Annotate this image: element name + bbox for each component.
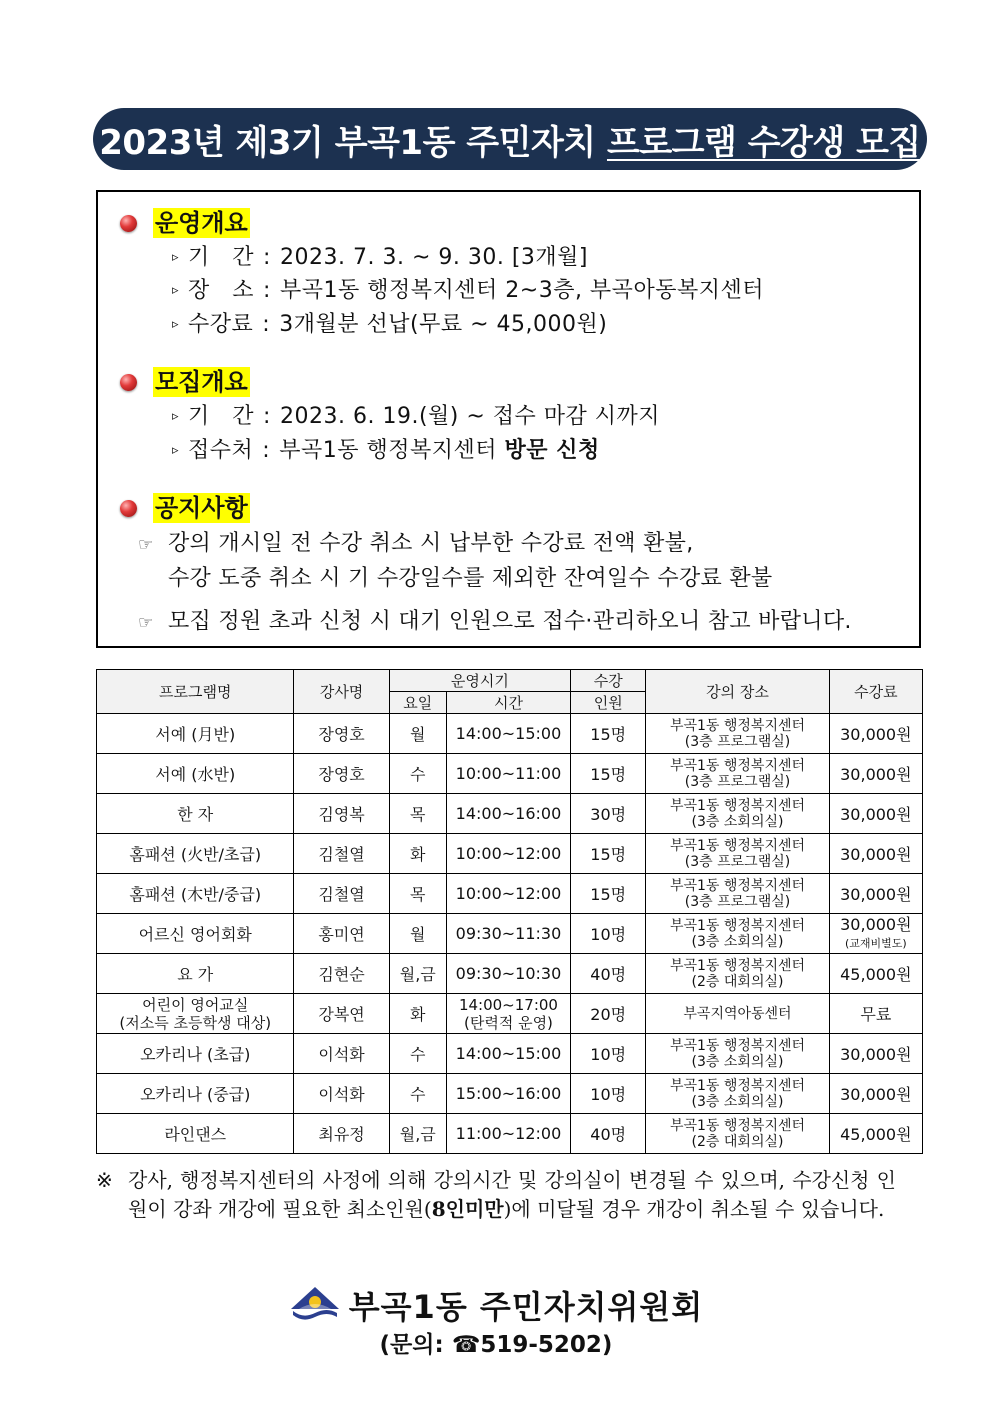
cell-place: 부곡1동 행정복지센터 (3층 프로그램실)	[646, 754, 829, 794]
cell-fee: 30,000원	[829, 794, 922, 834]
section-title: 운영개요	[155, 209, 248, 237]
cell-time: 09:30~11:30	[446, 914, 570, 954]
cell-place: 부곡지역아동센터	[646, 994, 829, 1034]
cell-time: 11:00~12:00	[446, 1114, 570, 1154]
operation-period: ▹ 기 간 : 2023. 7. 3. ~ 9. 30. [3개월]	[172, 245, 589, 270]
cell-program: 오카리나 (초급)	[97, 1034, 294, 1074]
recruit-period: ▹ 기 간 : 2023. 6. 19.(월) ~ 접수 마감 시까지	[172, 404, 661, 429]
cell-fee: 45,000원	[829, 1114, 922, 1154]
cell-instructor: 김현순	[294, 954, 389, 994]
cell-day: 목	[389, 874, 446, 914]
organization	[0, 1282, 992, 1328]
triangle-bullet-icon: ▹	[172, 283, 180, 298]
cell-fee: 무료	[829, 994, 922, 1034]
cell-day: 화	[389, 994, 446, 1034]
cell-fee: 30,000원	[829, 834, 922, 874]
cell-program: 홈패션 (木반/중급)	[97, 874, 294, 914]
cell-fee: 45,000원	[829, 954, 922, 994]
cell-place: 부곡1동 행정복지센터 (3층 소회의실)	[646, 1074, 829, 1114]
cell-time: 14:00~15:00	[446, 1034, 570, 1074]
table-row	[97, 834, 923, 874]
header-capacity-bottom: 인원	[571, 692, 646, 714]
cell-place: 부곡1동 행정복지센터 (3층 프로그램실)	[646, 834, 829, 874]
operation-fee: ▹ 수강료 : 3개월분 선납(무료 ~ 45,000원)	[172, 312, 608, 337]
cell-instructor: 강복연	[294, 994, 389, 1034]
cell-capacity: 15명	[571, 714, 646, 754]
cell-program: 라인댄스	[97, 1114, 294, 1154]
cell-instructor: 김철열	[294, 834, 389, 874]
section-operation-heading	[120, 208, 250, 238]
cell-instructor: 김철열	[294, 874, 389, 914]
cell-program: 어르신 영어회화	[97, 914, 294, 954]
cell-place: 부곡1동 행정복지센터 (3층 프로그램실)	[646, 874, 829, 914]
cell-place: 부곡1동 행정복지센터 (3층 소회의실)	[646, 794, 829, 834]
notice-item-1: ☞ 강의 개시일 전 수강 취소 시 납부한 수강료 전액 환불, 수강 도중 취소 시 기 수강일수를 제외한 잔여일수 수강료 환불	[138, 527, 772, 596]
cell-fee: 30,000원	[829, 714, 922, 754]
program-table	[96, 669, 923, 1154]
cell-capacity: 10명	[571, 1034, 646, 1074]
organization-name: 부곡1동 주민자치위원회	[348, 1288, 704, 1326]
cell-time: 15:00~16:00	[446, 1074, 570, 1114]
cell-time: 14:00~17:00 (탄력적 운영)	[446, 994, 570, 1034]
table-row	[97, 714, 923, 754]
header-program: 프로그램명	[97, 670, 294, 714]
red-bullet-icon	[120, 215, 137, 232]
cell-day: 수	[389, 1034, 446, 1074]
cell-instructor: 장영호	[294, 754, 389, 794]
cell-time: 10:00~11:00	[446, 754, 570, 794]
page-title	[93, 108, 927, 170]
cell-capacity: 40명	[571, 1114, 646, 1154]
cell-place: 부곡1동 행정복지센터 (3층 프로그램실)	[646, 714, 829, 754]
cell-program: 어린이 영어교실 (저소득 초등학생 대상)	[97, 994, 294, 1034]
cell-capacity: 15명	[571, 754, 646, 794]
table-row	[97, 914, 923, 954]
reference-mark: ※	[96, 1168, 113, 1192]
section-title: 공지사항	[155, 494, 248, 522]
cell-program: 한 자	[97, 794, 294, 834]
header-place: 강의 장소	[646, 670, 829, 714]
cell-day: 화	[389, 834, 446, 874]
triangle-bullet-icon: ▹	[172, 317, 180, 332]
table-row	[97, 994, 923, 1034]
info-box	[96, 190, 921, 648]
section-title: 모집개요	[155, 368, 248, 396]
table-row	[97, 1074, 923, 1114]
triangle-bullet-icon: ▹	[172, 443, 180, 458]
title-part1: 2023년 제3기 부곡1동 주민자치	[99, 122, 596, 163]
cell-instructor: 이석화	[294, 1074, 389, 1114]
cell-program: 홈패션 (火반/초급)	[97, 834, 294, 874]
cell-day: 월,금	[389, 954, 446, 994]
cell-capacity: 30명	[571, 794, 646, 834]
cell-fee: 30,000원 (교재비별도)	[829, 914, 922, 954]
cell-capacity: 40명	[571, 954, 646, 994]
committee-logo-icon	[289, 1285, 341, 1325]
notice-item-2: ☞ 모집 정원 초과 신청 시 대기 인원으로 접수·관리하오니 참고 바랍니다.	[138, 605, 852, 640]
cell-capacity: 10명	[571, 1074, 646, 1114]
phone-number: 519-5202)	[480, 1332, 613, 1358]
phone-icon: ☎	[451, 1332, 481, 1358]
table-row	[97, 794, 923, 834]
cell-day: 월	[389, 914, 446, 954]
cell-day: 목	[389, 794, 446, 834]
table-row	[97, 874, 923, 914]
table-row	[97, 754, 923, 794]
table-row	[97, 1034, 923, 1074]
cell-program: 오카리나 (중급)	[97, 1074, 294, 1114]
cell-day: 월,금	[389, 1114, 446, 1154]
cell-fee: 30,000원	[829, 874, 922, 914]
cell-capacity: 15명	[571, 834, 646, 874]
cell-fee: 30,000원	[829, 1074, 922, 1114]
cell-time: 14:00~16:00	[446, 794, 570, 834]
cell-program: 요 가	[97, 954, 294, 994]
cell-program: 서예 (月반)	[97, 714, 294, 754]
pointing-hand-icon: ☞	[138, 535, 154, 555]
cell-instructor: 홍미연	[294, 914, 389, 954]
header-capacity-top: 수강	[571, 670, 646, 692]
header-fee: 수강료	[829, 670, 922, 714]
cell-capacity: 15명	[571, 874, 646, 914]
cell-fee: 30,000원	[829, 1034, 922, 1074]
cell-place: 부곡1동 행정복지센터 (2층 대회의실)	[646, 954, 829, 994]
cell-place: 부곡1동 행정복지센터 (3층 소회의실)	[646, 1034, 829, 1074]
cell-time: 10:00~12:00	[446, 834, 570, 874]
title-part2: 프로그램 수강생 모집	[606, 122, 921, 163]
cell-place: 부곡1동 행정복지센터 (3층 소회의실)	[646, 914, 829, 954]
cell-instructor: 장영호	[294, 714, 389, 754]
cell-instructor: 김영복	[294, 794, 389, 834]
section-notice-heading	[120, 493, 250, 523]
cell-time: 09:30~10:30	[446, 954, 570, 994]
cell-fee: 30,000원	[829, 754, 922, 794]
cell-program: 서예 (水반)	[97, 754, 294, 794]
cell-capacity: 10명	[571, 914, 646, 954]
table-row	[97, 954, 923, 994]
cell-instructor: 최유정	[294, 1114, 389, 1154]
min-people-emphasis: 8인미만	[431, 1197, 504, 1221]
recruit-office: ▹ 접수처 : 부곡1동 행정복지센터 방문 신청	[172, 438, 600, 463]
contact-info: (문의: ☎519-5202)	[379, 1332, 613, 1358]
header-time: 시간	[446, 692, 570, 714]
cell-day: 수	[389, 754, 446, 794]
cell-place: 부곡1동 행정복지센터 (2층 대회의실)	[646, 1114, 829, 1154]
red-bullet-icon	[120, 500, 137, 517]
operation-place: ▹ 장 소 : 부곡1동 행정복지센터 2~3층, 부곡아동복지센터	[172, 278, 764, 303]
cell-instructor: 이석화	[294, 1034, 389, 1074]
header-day: 요일	[389, 692, 446, 714]
section-recruit-heading	[120, 367, 250, 397]
cell-time: 10:00~12:00	[446, 874, 570, 914]
cell-time: 14:00~15:00	[446, 714, 570, 754]
header-instructor: 강사명	[294, 670, 389, 714]
red-bullet-icon	[120, 374, 137, 391]
triangle-bullet-icon: ▹	[172, 250, 180, 265]
cell-day: 월	[389, 714, 446, 754]
triangle-bullet-icon: ▹	[172, 409, 180, 424]
header-schedule: 운영시기	[389, 670, 570, 692]
cell-day: 수	[389, 1074, 446, 1114]
table-row	[97, 1114, 923, 1154]
cell-capacity: 20명	[571, 994, 646, 1034]
pointing-hand-icon: ☞	[138, 613, 154, 633]
footnote: ※ 강사, 행정복지센터의 사정에 의해 강의시간 및 강의실이 변경될 수 있으며, 수강신청 인원이 강좌 개강에 필요한 최소인원(8인미만)에 미달될 경우 개강이 취소될 수 있습니다.	[96, 1168, 896, 1221]
